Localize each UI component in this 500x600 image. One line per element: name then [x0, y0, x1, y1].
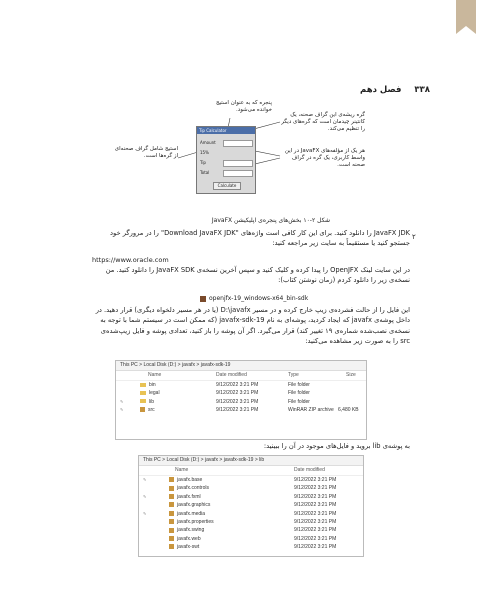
jar-file-icon: [169, 502, 174, 507]
date-cell: 9/12/2022 3:21 PM: [294, 527, 337, 534]
file-name: javafx.swing: [177, 527, 205, 534]
name-cell: [169, 510, 205, 518]
date-cell: 9/12/2022 3:21 PM: [294, 518, 337, 525]
date-cell: 9/12/2022 3:21 PM: [294, 510, 337, 517]
column-size[interactable]: Size: [346, 372, 356, 378]
tip-calculator-window: [196, 126, 256, 194]
jar-file-icon: [169, 494, 174, 499]
jar-file-icon: [169, 486, 174, 491]
column-headers: [139, 466, 363, 476]
table-row[interactable]: [139, 476, 363, 484]
file-explorer-lib: [138, 455, 364, 557]
date-cell: 9/12/2022 3:21 PM: [294, 544, 337, 551]
figure-caption: شکل ۲-۱۰ بخش‌های پنجره‌ی اپلیکیشن JavaFX: [211, 217, 330, 224]
name-cell: [169, 535, 201, 543]
name-cell: [169, 518, 214, 526]
name-cell: [169, 526, 204, 534]
name-cell: [140, 398, 154, 406]
date-cell: 9/12/2022 3:21 PM: [294, 502, 337, 509]
column-date[interactable]: Date modified: [216, 372, 247, 378]
type-cell: File folder: [288, 398, 310, 405]
size-cell: 6,480 KB: [338, 407, 359, 414]
window-title: Tip Calculator: [197, 127, 255, 134]
table-row[interactable]: [139, 484, 363, 492]
date-cell: 9/12/2022 3:21 PM: [216, 398, 259, 405]
type-cell: File folder: [288, 382, 310, 388]
page-header: [0, 85, 430, 95]
column-date[interactable]: Date modified: [294, 467, 325, 473]
date-cell: 9/12/2022 3:21 PM: [216, 390, 259, 397]
table-row[interactable]: [139, 526, 363, 534]
paragraph: به پوشه‌ی lib بروید و فایل‌های موجود در آن را ببینید:: [263, 442, 410, 450]
annotation-stage: پنجره که به عنوان استیج خوانده می‌شود.: [215, 100, 272, 114]
jar-file-icon: [169, 544, 174, 549]
file-name: javafx.graphics: [177, 502, 211, 509]
jar-file-icon: [169, 536, 174, 541]
zip-icon: [140, 407, 145, 412]
name-cell: [169, 476, 202, 484]
pin-icon: ✎: [143, 510, 147, 516]
amount-field: [223, 140, 253, 147]
jar-file-icon: [169, 477, 174, 482]
breadcrumb[interactable]: This PC > Local Disk (D:) > javafx > javafx-sdk-19: [116, 361, 366, 371]
pin-icon: ✎: [120, 398, 124, 404]
jar-file-icon: [169, 519, 174, 524]
column-name[interactable]: Name: [148, 372, 162, 378]
name-cell: [169, 493, 201, 501]
total-field: [223, 170, 253, 177]
page-number: ۳۳۸: [414, 85, 430, 95]
tip-field: [223, 160, 253, 167]
annotation-root-node: گره ریشه‌ی این گراف صحنه، یک کانتینر چیدمان است که گره‌های دیگر را تنظیم می‌کند.: [281, 112, 365, 133]
link-url[interactable]: https://www.oracle.com: [92, 256, 169, 264]
annotation-component-node: هر یک از مؤلفه‌های JavaFX در این واسط کاربری، یک گره در گراف صحنه است.: [284, 148, 365, 169]
table-row[interactable]: [139, 510, 363, 518]
table-row[interactable]: [116, 389, 366, 397]
paragraph: این فایل را از حالت فشرده‌ی زیپ خارج کرده و در مسیر D:\javafx (یا در هر مسیر دلخواه دیگری) قرار دهید. در داخل پوشه‌ی javafx که ایجاد کردید، پوشه‌ای به نام javafx-sdk-19 (که ممکن است در سیستم شما با توجه به نسخه‌ی نصب‌شده شماره‌ی ۱۹ تغییر کند) قرار می‌گیرد. اگر آن پوشه را باز کنید، تعدادی پوشه و فایل زیپ‌شده‌ی src را به صورت زیر مشاهده می‌کنید:: [95, 306, 410, 346]
name-cell: [169, 501, 210, 509]
breadcrumb[interactable]: This PC > Local Disk (D:) > javafx > javafx-sdk-19 > lib: [139, 456, 363, 466]
download-file: [200, 295, 308, 302]
calculate-button: Calculate: [213, 182, 241, 190]
table-row[interactable]: [116, 398, 366, 406]
table-row[interactable]: [139, 501, 363, 509]
date-cell: 9/12/2022 3:21 PM: [294, 493, 337, 500]
file-name: javafx.web: [177, 535, 201, 542]
table-row[interactable]: [139, 543, 363, 551]
pin-icon: ✎: [143, 493, 147, 499]
paragraph: JavaFX JDK را دانلود کنید. برای این کار کافی است واژه‌های "Download JavaFX JDK" را در مرورگر خود جستجو کنید یا مستقیماً به سایت زیر مراجعه کنید:: [110, 229, 410, 248]
column-name[interactable]: Name: [175, 467, 189, 473]
name-cell: [169, 543, 199, 551]
file-name: javafx-swt: [177, 544, 200, 551]
file-name: javafx.properties: [177, 518, 214, 525]
row-label: 15%: [200, 150, 209, 155]
paragraph: در این سایت لینک OpenJFX را پیدا کرده و کلیک کنید و سپس آخرین نسخه‌ی JavaFX SDK را دانلود کنید. من نسخه‌ی زیر را دانلود کردم (زمان نوشتن کتاب):: [105, 266, 410, 285]
bookmark-ribbon-icon: [456, 0, 476, 26]
table-row[interactable]: [139, 535, 363, 543]
jar-file-icon: [169, 511, 174, 516]
column-type[interactable]: Type: [288, 372, 299, 378]
pin-icon: ✎: [120, 407, 124, 413]
archive-icon: [200, 296, 206, 302]
folder-icon: [140, 391, 146, 395]
row-label: Total: [200, 170, 210, 175]
date-cell: 9/12/2022 3:21 PM: [216, 382, 259, 388]
name-cell: [140, 389, 160, 397]
bullet-number: ۲: [412, 233, 416, 241]
arrow-line: [178, 152, 198, 158]
type-cell: WinRAR ZIP archive: [288, 407, 334, 414]
folder-icon: [140, 383, 146, 387]
file-explorer-sdk: [115, 360, 367, 440]
type-cell: File folder: [288, 390, 310, 397]
chapter-title: فصل دهم: [360, 85, 402, 95]
file-name: bin: [149, 382, 156, 388]
pin-icon: ✎: [143, 477, 147, 482]
date-cell: 9/12/2022 3:21 PM: [216, 407, 259, 414]
file-name: legal: [149, 390, 160, 397]
table-row[interactable]: [139, 493, 363, 501]
file-name: lib: [149, 398, 155, 405]
table-row[interactable]: [116, 406, 366, 414]
file-name: src: [148, 407, 155, 414]
figure-javafx-window: [110, 100, 370, 220]
row-label: Amount: [200, 140, 216, 145]
annotation-scene-graph: استیج شامل گراف صحنه‌ای از گره‌ها است.: [114, 146, 178, 160]
folder-icon: [140, 399, 146, 403]
file-name: openjfx-19_windows-x64_bin-sdk: [209, 295, 309, 302]
table-row[interactable]: [116, 381, 366, 389]
file-name: javafx.controls: [177, 485, 209, 492]
file-name: javafx.base: [177, 477, 203, 483]
row-label: Tip: [200, 160, 206, 165]
date-cell: 9/12/2022 3:21 PM: [294, 485, 337, 492]
table-row[interactable]: [139, 518, 363, 526]
date-cell: 9/12/2022 3:21 PM: [294, 535, 337, 542]
column-headers: [116, 371, 366, 381]
file-name: javafx.fxml: [177, 493, 201, 500]
name-cell: [140, 406, 155, 414]
file-name: javafx.media: [177, 510, 206, 517]
name-cell: [169, 484, 209, 492]
date-cell: 9/12/2022 3:21 PM: [294, 477, 337, 483]
jar-file-icon: [169, 528, 174, 533]
name-cell: [140, 381, 156, 389]
